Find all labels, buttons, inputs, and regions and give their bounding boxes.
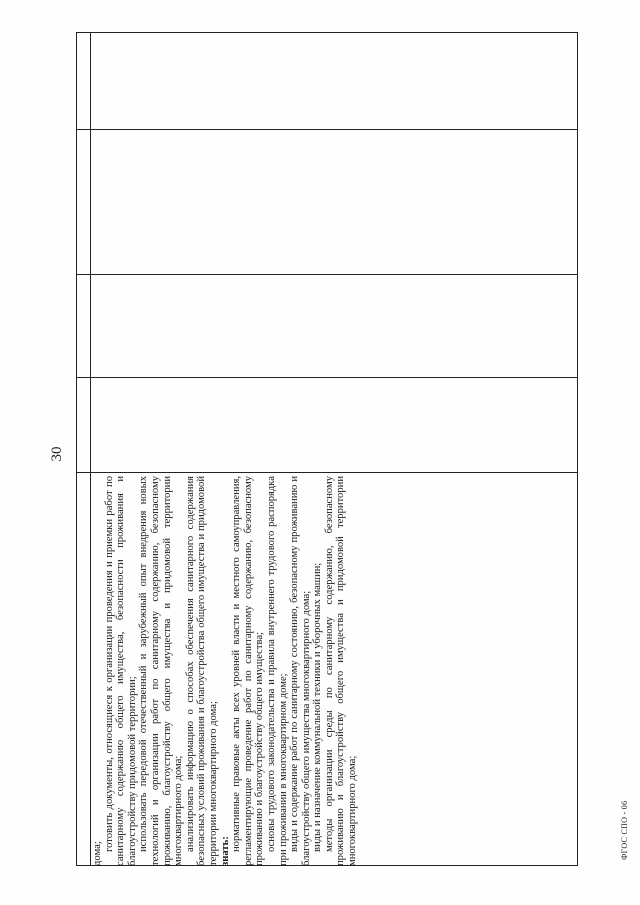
table-row-divider-2 [76, 274, 578, 275]
table-row-divider-1 [76, 129, 578, 130]
text-paragraph: нормативные правовые акты всех уровней власти и местного самоуправления, регламентирующие проведение работ по санитарному содержанию, безопасному проживанию и благоустройству общего имущества; [231, 476, 266, 866]
section-heading-know: знать: [219, 836, 231, 866]
table-column-divider [90, 32, 91, 866]
text-paragraph: использовать передовой отечественный и зарубежный опыт внедрения новых технологий и организации работ по санитарному содержанию, безопасному проживанию, благоустройству общего имущества и придомовой территории многоквартирного дома; [138, 476, 185, 866]
text-paragraph: анализировать информацию о способах обеспечения санитарного содержания безопасных условий проживания и благоустройства общего имущества и придомовой территории многоквартирного дома; [184, 476, 219, 866]
text-paragraph: методы организации среды по санитарному содержанию, безопасному проживанию и благоустройству общего имущества и придомовой территории многоквартирного дома; [323, 476, 359, 866]
table-row-divider-3 [76, 377, 578, 378]
table-row-divider-4 [76, 472, 578, 473]
table-border-top [76, 32, 578, 33]
text-paragraph: виды и назначение коммунальной техники и уборочных машин; [312, 562, 324, 852]
text-paragraph: основы трудового законодательства и правила внутреннего трудового распорядка при проживании в многоквартирном доме; [265, 476, 289, 866]
page-number: 30 [49, 446, 65, 462]
rotated-text-block [92, 476, 359, 866]
text-paragraph: виды и содержание работ по санитарному состоянию, безопасному проживанию и благоустройству общего имущества многоквартирного дома; [289, 476, 312, 866]
table-border-left [76, 32, 77, 866]
table-border-right [577, 32, 578, 866]
footer-code: ФГОС СПО - 06 [620, 800, 629, 860]
competency-text-cell [92, 476, 359, 866]
text-paragraph: готовить документы, относящиеся к организации проведения и приемки работ по санитарному содержанию общего имущества, безопасности проживания и благоустройству придомовой территории; [103, 476, 138, 866]
text-paragraph: дома; [92, 841, 103, 866]
